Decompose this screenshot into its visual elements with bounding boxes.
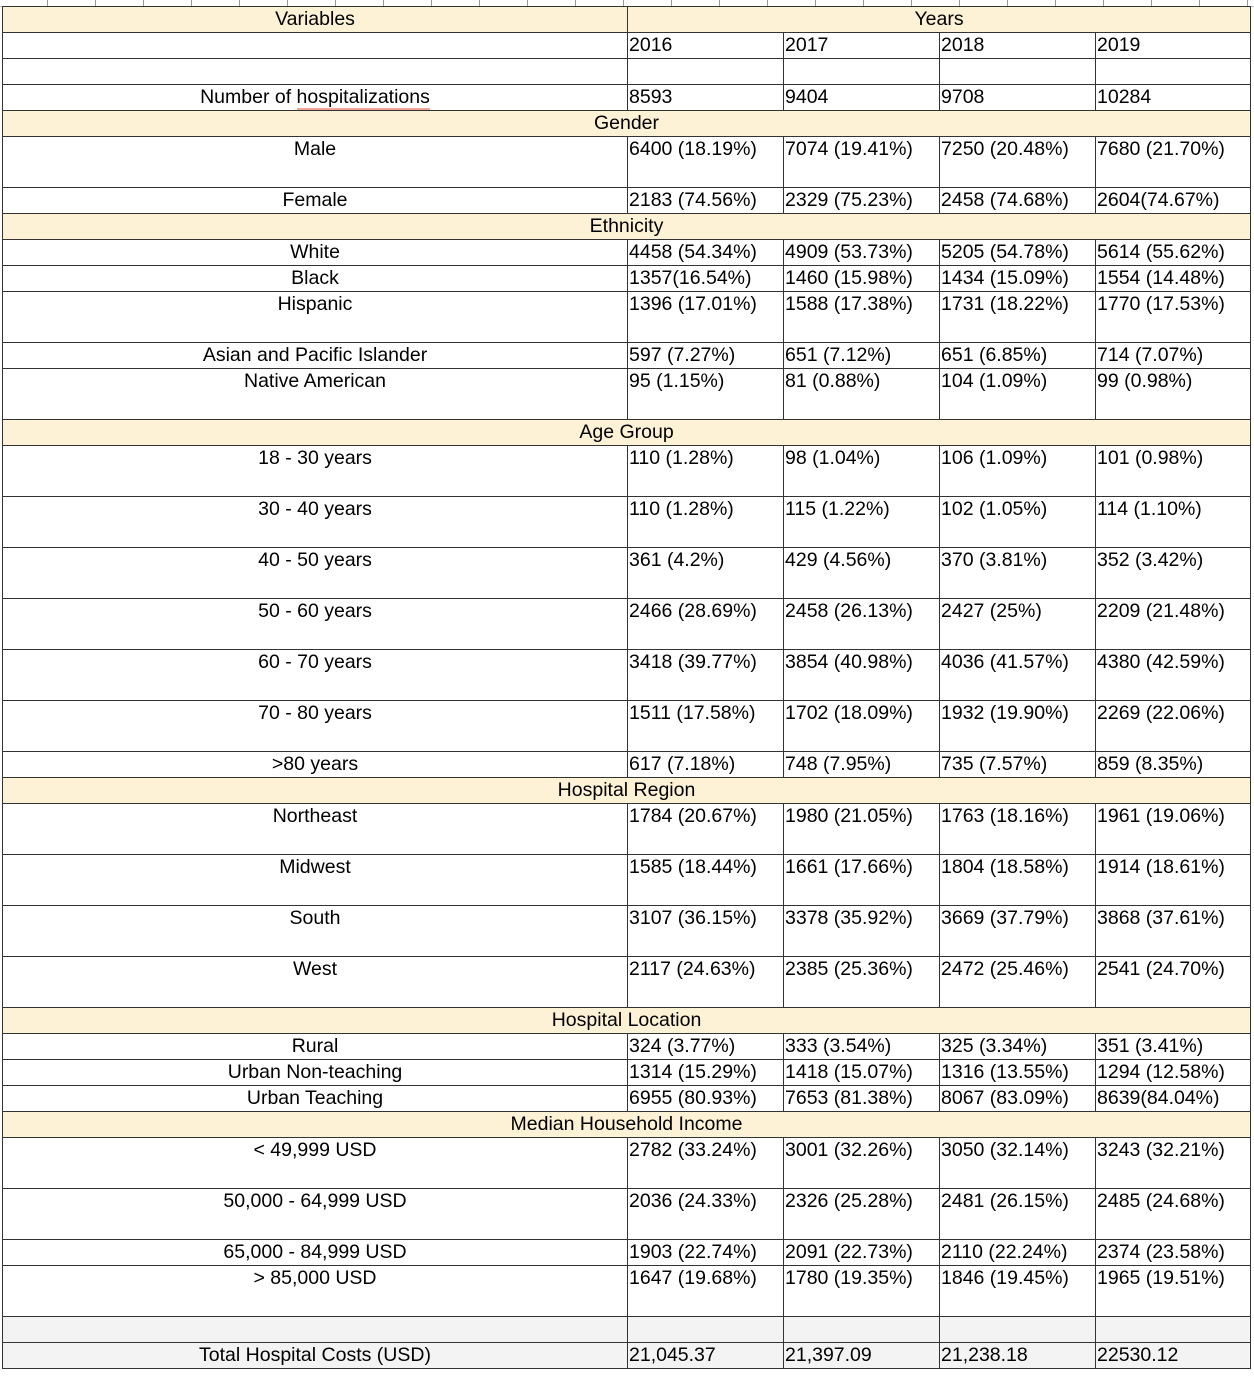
value-cell: 333 (3.54%) [784, 1034, 940, 1060]
table-row [3, 855, 1251, 906]
value-cell: 2472 (25.46%) [940, 957, 1096, 1008]
value-cell: 2466 (28.69%) [628, 599, 784, 650]
row-label: Midwest [3, 855, 628, 906]
row-label: Female [3, 188, 628, 214]
variables-header: Variables [3, 7, 628, 33]
value-cell: 2485 (24.68%) [1096, 1189, 1251, 1240]
row-label: Urban Teaching [3, 1086, 628, 1112]
value-cell: 5205 (54.78%) [940, 240, 1096, 266]
value-cell: 1316 (13.55%) [940, 1060, 1096, 1086]
value-cell: 5614 (55.62%) [1096, 240, 1251, 266]
table-row [3, 369, 1251, 420]
table-row [3, 701, 1251, 752]
value-cell: 1588 (17.38%) [784, 292, 940, 343]
value-cell: 2110 (22.24%) [940, 1240, 1096, 1266]
value-cell: 1961 (19.06%) [1096, 804, 1251, 855]
table-row [3, 266, 1251, 292]
value-cell: 1585 (18.44%) [628, 855, 784, 906]
table-row [3, 292, 1251, 343]
table-row [3, 7, 1251, 33]
value-cell: 1784 (20.67%) [628, 804, 784, 855]
empty-cell [3, 59, 628, 85]
value-cell: 6955 (80.93%) [628, 1086, 784, 1112]
value-cell: 9708 [940, 85, 1096, 111]
value-cell: 101 (0.98%) [1096, 446, 1251, 497]
value-cell: 21,045.37 [628, 1343, 784, 1369]
row-label: Hispanic [3, 292, 628, 343]
row-label: >80 years [3, 752, 628, 778]
empty-cell [628, 1317, 784, 1343]
value-cell: 8593 [628, 85, 784, 111]
section-header: Hospital Location [3, 1008, 1251, 1034]
years-header: Years [628, 7, 1251, 33]
empty-cell [3, 33, 628, 59]
value-cell: 351 (3.41%) [1096, 1034, 1251, 1060]
value-cell: 2427 (25%) [940, 599, 1096, 650]
value-cell: 3418 (39.77%) [628, 650, 784, 701]
row-label: 40 - 50 years [3, 548, 628, 599]
table-row [3, 343, 1251, 369]
value-cell: 1846 (19.45%) [940, 1266, 1096, 1317]
table-row [3, 111, 1251, 137]
year-header-cell: 2018 [940, 33, 1096, 59]
value-cell: 2269 (22.06%) [1096, 701, 1251, 752]
value-cell: 1965 (19.51%) [1096, 1266, 1251, 1317]
value-cell: 1780 (19.35%) [784, 1266, 940, 1317]
row-label: White [3, 240, 628, 266]
row-label: 60 - 70 years [3, 650, 628, 701]
table-row [3, 1008, 1251, 1034]
value-cell: 1357(16.54%) [628, 266, 784, 292]
table-row [3, 33, 1251, 59]
table-row [3, 420, 1251, 446]
value-cell: 3050 (32.14%) [940, 1138, 1096, 1189]
value-cell: 4380 (42.59%) [1096, 650, 1251, 701]
value-cell: 1511 (17.58%) [628, 701, 784, 752]
value-cell: 98 (1.04%) [784, 446, 940, 497]
value-cell: 6400 (18.19%) [628, 137, 784, 188]
row-label: > 85,000 USD [3, 1266, 628, 1317]
value-cell: 1460 (15.98%) [784, 266, 940, 292]
value-cell: 735 (7.57%) [940, 752, 1096, 778]
table-row [3, 240, 1251, 266]
year-header-cell: 2017 [784, 33, 940, 59]
value-cell: 3243 (32.21%) [1096, 1138, 1251, 1189]
section-header: Hospital Region [3, 778, 1251, 804]
row-label: 65,000 - 84,999 USD [3, 1240, 628, 1266]
value-cell: 1804 (18.58%) [940, 855, 1096, 906]
value-cell: 1554 (14.48%) [1096, 266, 1251, 292]
value-cell: 1770 (17.53%) [1096, 292, 1251, 343]
value-cell: 1702 (18.09%) [784, 701, 940, 752]
table-row [3, 1317, 1251, 1343]
row-label: South [3, 906, 628, 957]
value-cell: 1932 (19.90%) [940, 701, 1096, 752]
value-cell: 9404 [784, 85, 940, 111]
row-label: West [3, 957, 628, 1008]
value-cell: 95 (1.15%) [628, 369, 784, 420]
table-row [3, 599, 1251, 650]
value-cell: 2458 (26.13%) [784, 599, 940, 650]
value-cell: 2036 (24.33%) [628, 1189, 784, 1240]
value-cell: 2091 (22.73%) [784, 1240, 940, 1266]
value-cell: 4458 (54.34%) [628, 240, 784, 266]
value-cell: 22530.12 [1096, 1343, 1251, 1369]
value-cell: 7074 (19.41%) [784, 137, 940, 188]
value-cell: 1661 (17.66%) [784, 855, 940, 906]
value-cell: 7653 (81.38%) [784, 1086, 940, 1112]
value-cell: 8067 (83.09%) [940, 1086, 1096, 1112]
section-header: Median Household Income [3, 1112, 1251, 1138]
table-row [3, 497, 1251, 548]
value-cell: 1731 (18.22%) [940, 292, 1096, 343]
value-cell: 748 (7.95%) [784, 752, 940, 778]
value-cell: 2385 (25.36%) [784, 957, 940, 1008]
row-label: 70 - 80 years [3, 701, 628, 752]
value-cell: 3001 (32.26%) [784, 1138, 940, 1189]
value-cell: 7250 (20.48%) [940, 137, 1096, 188]
value-cell: 2117 (24.63%) [628, 957, 784, 1008]
row-label: Northeast [3, 804, 628, 855]
empty-cell [1096, 59, 1251, 85]
table-row [3, 446, 1251, 497]
empty-cell [3, 1317, 628, 1343]
value-cell: 4036 (41.57%) [940, 650, 1096, 701]
value-cell: 104 (1.09%) [940, 369, 1096, 420]
value-cell: 1418 (15.07%) [784, 1060, 940, 1086]
value-cell: 1903 (22.74%) [628, 1240, 784, 1266]
section-header: Age Group [3, 420, 1251, 446]
row-label: 30 - 40 years [3, 497, 628, 548]
value-cell: 110 (1.28%) [628, 446, 784, 497]
table-row [3, 1343, 1251, 1369]
table-row [3, 1060, 1251, 1086]
value-cell: 859 (8.35%) [1096, 752, 1251, 778]
table-row [3, 85, 1251, 111]
value-cell: 21,397.09 [784, 1343, 940, 1369]
value-cell: 102 (1.05%) [940, 497, 1096, 548]
table-row [3, 1138, 1251, 1189]
row-label: Asian and Pacific Islander [3, 343, 628, 369]
value-cell: 3669 (37.79%) [940, 906, 1096, 957]
empty-cell [1096, 1317, 1251, 1343]
table-row [3, 1189, 1251, 1240]
value-cell: 325 (3.34%) [940, 1034, 1096, 1060]
row-label: Male [3, 137, 628, 188]
table-row [3, 137, 1251, 188]
table-row [3, 59, 1251, 85]
row-label: 50,000 - 64,999 USD [3, 1189, 628, 1240]
value-cell: 106 (1.09%) [940, 446, 1096, 497]
value-cell: 370 (3.81%) [940, 548, 1096, 599]
value-cell: 21,238.18 [940, 1343, 1096, 1369]
empty-cell [784, 1317, 940, 1343]
value-cell: 114 (1.10%) [1096, 497, 1251, 548]
value-cell: 2604(74.67%) [1096, 188, 1251, 214]
value-cell: 110 (1.28%) [628, 497, 784, 548]
value-cell: 1396 (17.01%) [628, 292, 784, 343]
value-cell: 2541 (24.70%) [1096, 957, 1251, 1008]
row-label: Rural [3, 1034, 628, 1060]
value-cell: 3854 (40.98%) [784, 650, 940, 701]
value-cell: 2329 (75.23%) [784, 188, 940, 214]
value-cell: 2326 (25.28%) [784, 1189, 940, 1240]
value-cell: 81 (0.88%) [784, 369, 940, 420]
table-row [3, 1240, 1251, 1266]
value-cell: 2209 (21.48%) [1096, 599, 1251, 650]
value-cell: 2183 (74.56%) [628, 188, 784, 214]
empty-cell [940, 59, 1096, 85]
table-row [3, 188, 1251, 214]
row-label: 18 - 30 years [3, 446, 628, 497]
row-label: Native American [3, 369, 628, 420]
value-cell: 8639(84.04%) [1096, 1086, 1251, 1112]
empty-cell [784, 59, 940, 85]
value-cell: 429 (4.56%) [784, 548, 940, 599]
row-label: Urban Non-teaching [3, 1060, 628, 1086]
value-cell: 352 (3.42%) [1096, 548, 1251, 599]
table-row [3, 752, 1251, 778]
table-row [3, 214, 1251, 240]
table-row [3, 1086, 1251, 1112]
value-cell: 2374 (23.58%) [1096, 1240, 1251, 1266]
spellcheck-underlined-word: hospitalizations [297, 86, 430, 111]
value-cell: 1914 (18.61%) [1096, 855, 1251, 906]
table-row [3, 804, 1251, 855]
year-header-cell: 2016 [628, 33, 784, 59]
section-header: Ethnicity [3, 214, 1251, 240]
value-cell: 7680 (21.70%) [1096, 137, 1251, 188]
table-row [3, 1266, 1251, 1317]
value-cell: 1434 (15.09%) [940, 266, 1096, 292]
value-cell: 2481 (26.15%) [940, 1189, 1096, 1240]
value-cell: 2458 (74.68%) [940, 188, 1096, 214]
section-header: Gender [3, 111, 1251, 137]
value-cell: 3107 (36.15%) [628, 906, 784, 957]
table-row [3, 548, 1251, 599]
row-label: Black [3, 266, 628, 292]
value-cell: 99 (0.98%) [1096, 369, 1251, 420]
value-cell: 1980 (21.05%) [784, 804, 940, 855]
value-cell: 1294 (12.58%) [1096, 1060, 1251, 1086]
value-cell: 1763 (18.16%) [940, 804, 1096, 855]
data-table [2, 6, 1251, 1369]
row-label: 50 - 60 years [3, 599, 628, 650]
value-cell: 3868 (37.61%) [1096, 906, 1251, 957]
value-cell: 3378 (35.92%) [784, 906, 940, 957]
value-cell: 361 (4.2%) [628, 548, 784, 599]
value-cell: 1314 (15.29%) [628, 1060, 784, 1086]
table-body [3, 7, 1251, 1369]
table-row [3, 650, 1251, 701]
value-cell: 597 (7.27%) [628, 343, 784, 369]
table-row [3, 906, 1251, 957]
row-label: < 49,999 USD [3, 1138, 628, 1189]
value-cell: 115 (1.22%) [784, 497, 940, 548]
value-cell: 651 (6.85%) [940, 343, 1096, 369]
empty-cell [940, 1317, 1096, 1343]
value-cell: 324 (3.77%) [628, 1034, 784, 1060]
table-row [3, 1112, 1251, 1138]
value-cell: 651 (7.12%) [784, 343, 940, 369]
value-cell: 4909 (53.73%) [784, 240, 940, 266]
value-cell: 10284 [1096, 85, 1251, 111]
table-row [3, 1034, 1251, 1060]
value-cell: 2782 (33.24%) [628, 1138, 784, 1189]
value-cell: 617 (7.18%) [628, 752, 784, 778]
row-label: Total Hospital Costs (USD) [3, 1343, 628, 1369]
table-row [3, 778, 1251, 804]
table-row [3, 957, 1251, 1008]
year-header-cell: 2019 [1096, 33, 1251, 59]
empty-cell [628, 59, 784, 85]
value-cell: 1647 (19.68%) [628, 1266, 784, 1317]
value-cell: 714 (7.07%) [1096, 343, 1251, 369]
row-label: Number of hospitalizations [3, 85, 628, 111]
